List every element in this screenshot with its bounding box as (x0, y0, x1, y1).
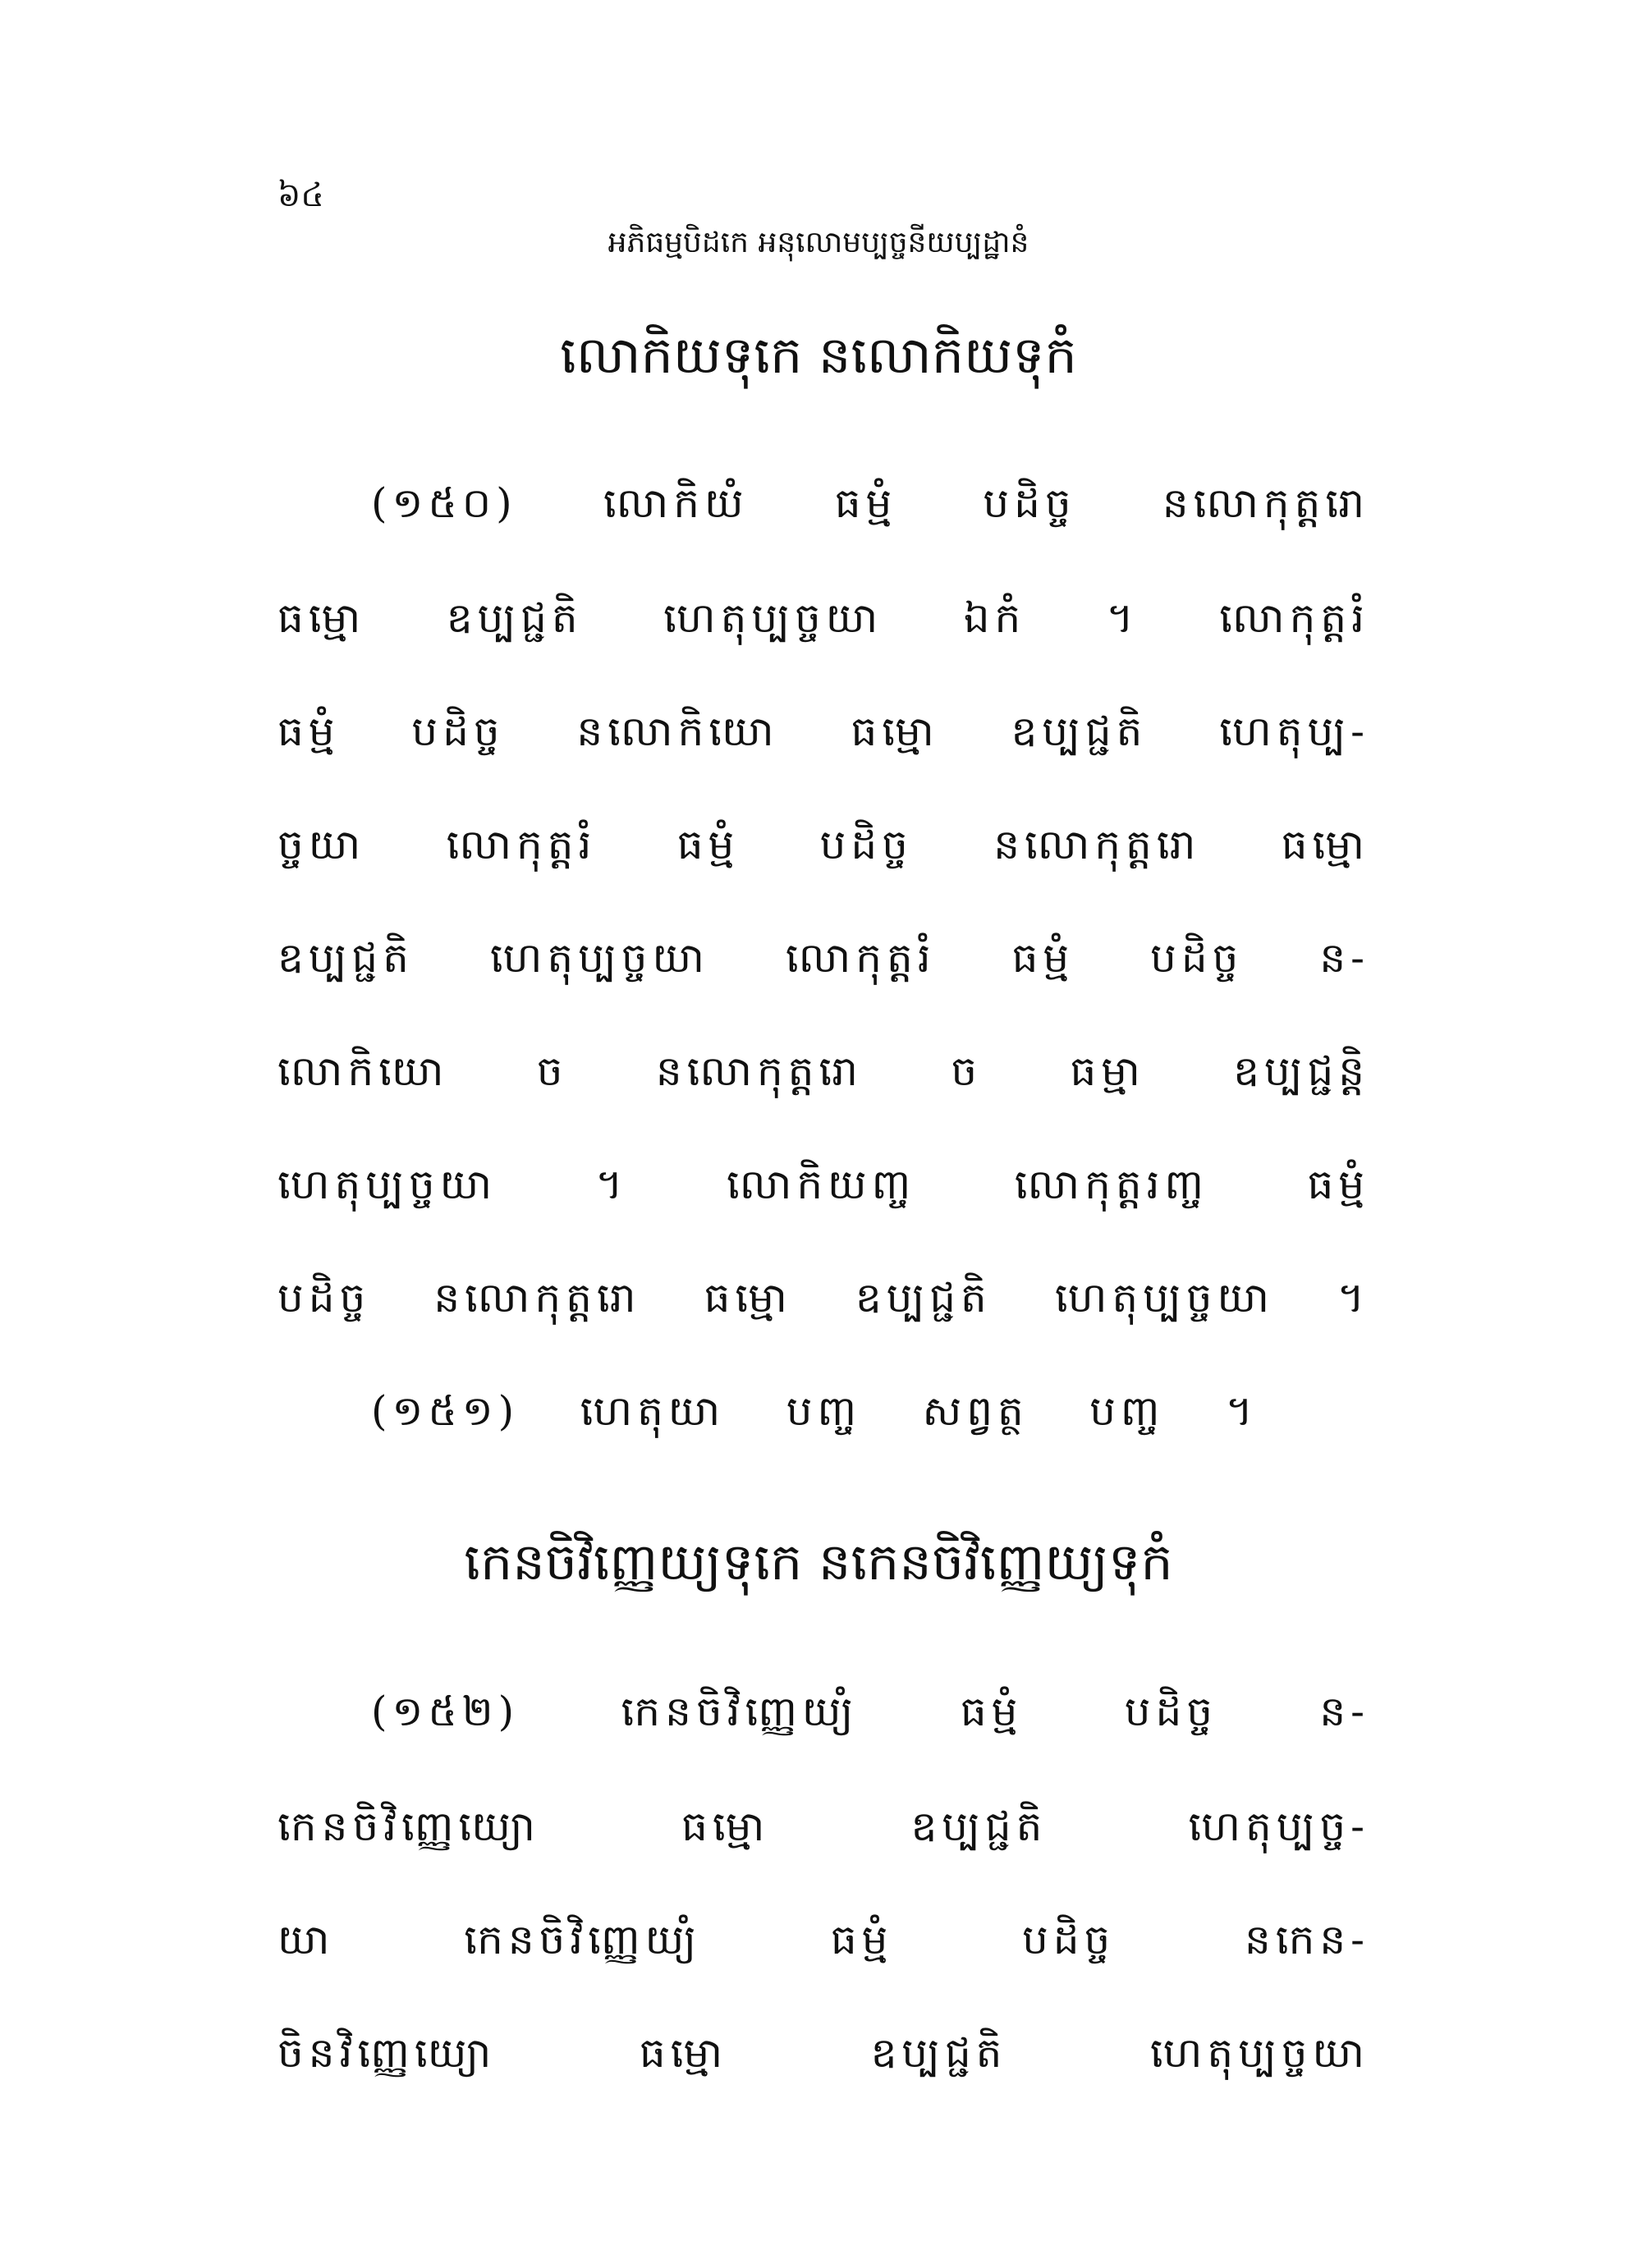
text-line-10: (១៥២) កេនចិវិញ្ញេយ្យំ ធម្មំ បដិច្ច ន- (371, 1688, 1369, 1735)
text-line-8: បដិច្ច នលោកុត្តរោ ធម្មោ ឧប្បជ្ជតិ ហេតុប្បច្ចយា ។ (277, 1274, 1369, 1322)
text-line-6: លោកិយោ ច នលោកុត្តរោ ច ធម្មា ឧប្បជ្ជន្តិ (277, 1047, 1369, 1095)
section-title-lokiya: លោកិយទុកេ នលោកិយទុកំ (560, 325, 1077, 385)
text-line-11: កេនចិវិញ្ញេយ្យោ ធម្មោ ឧប្បជ្ជតិ ហេតុប្បច្ច- (277, 1803, 1369, 1850)
running-header: អភិធម្មបិដកេ អនុលោមប្បច្ចនីយប្បដ្ឋានំ (608, 226, 1029, 259)
text-line-4: ច្ចយា លោកុត្តរំ ធម្មំ បដិច្ច នលោកុត្តរោ ធម្មោ (277, 821, 1369, 868)
text-line-2: ធម្មោ ឧប្បជ្ជតិ ហេតុប្បច្ចយា ឯកំ ។ លោកុត្តរំ (277, 594, 1369, 642)
text-line-13: ចិនវិញ្ញេយ្យោ ធម្មោ ឧប្បជ្ជតិ ហេតុប្បច្ចយា (277, 2029, 1369, 2077)
text-line-12: យា កេនចិវិញ្ញេយ្យំ ធម្មំ បដិច្ច នកេន- (277, 1916, 1369, 1963)
text-line-1: (១៥០) លោកិយំ ធម្មំ បដិច្ច នលោកុត្តរោ (371, 479, 1369, 527)
section-title-kenaci: កេនចិវិញ្ញេយ្យទុកេ នកេនចិវិញ្ញេយ្យទុកំ (464, 1532, 1173, 1592)
text-line-3: ធម្មំ បដិច្ច នលោកិយោ ធម្មោ ឧប្បជ្ជតិ ហេតុប្ប- (277, 708, 1369, 755)
text-line-7: ហេតុប្បច្ចយា ។ លោកិយញ្ច លោកុត្តរញ្ច ធម្មំ (277, 1161, 1369, 1208)
text-line-9: (១៥១) ហេតុយា បញ្ច សព្វត្ថ បញ្ច ។ (371, 1387, 1258, 1435)
page-number: ៦៤ (277, 176, 324, 214)
text-line-5: ឧប្បជ្ជតិ ហេតុប្បច្ចយា លោកុត្តរំ ធម្មំ បដិច្ច ន- (277, 934, 1369, 982)
